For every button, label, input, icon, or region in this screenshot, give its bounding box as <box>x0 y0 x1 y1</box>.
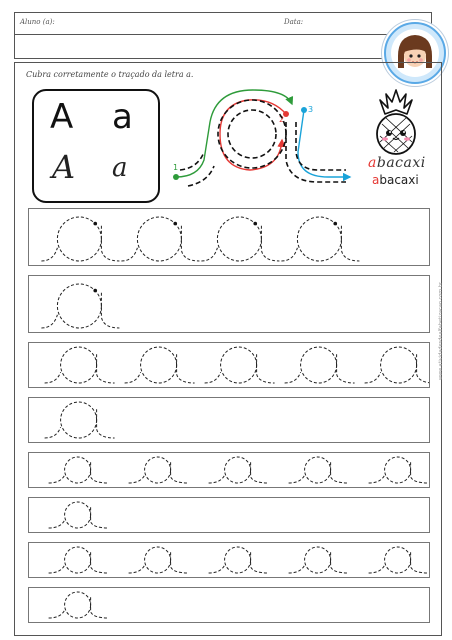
tracing-letter-a <box>49 547 109 573</box>
tracing-letter-a <box>201 217 279 261</box>
word-print <box>372 173 419 187</box>
start-dot <box>93 289 97 293</box>
cursive-uppercase-letter: A <box>52 148 76 186</box>
word-print-rest: bacaxi <box>379 173 419 187</box>
tracing-letter-a <box>41 284 119 328</box>
print-lowercase-letter: a <box>112 97 133 137</box>
practice-row-3 <box>28 342 430 388</box>
tracing-letters <box>29 209 429 267</box>
tracing-letter-a <box>121 217 199 261</box>
tracing-letter-a <box>289 457 349 483</box>
step-2-label: 2 <box>279 115 285 124</box>
tracing-letter-a <box>281 217 359 261</box>
tracing-letter-a <box>205 347 275 383</box>
stroke-order-demo <box>168 82 358 194</box>
header-box <box>14 12 432 59</box>
print-uppercase-letter: A <box>50 97 74 137</box>
step-1-stroke <box>176 90 292 177</box>
step-1-start-dot <box>173 174 179 180</box>
step-3-label: 3 <box>308 105 314 114</box>
tracing-letter-a <box>289 547 349 573</box>
tracing-letters <box>29 588 429 624</box>
practice-row-7 <box>28 542 430 578</box>
student-name-label: Aluno (a): <box>20 18 55 26</box>
word-cursive <box>368 155 426 171</box>
tracing-letter-a <box>369 547 429 573</box>
start-dot <box>333 222 337 226</box>
practice-row-8 <box>28 587 430 623</box>
date-label: Data: <box>284 18 304 26</box>
practice-row-2 <box>28 275 430 333</box>
word-cursive-first-letter: a <box>368 155 377 171</box>
tracing-letters <box>29 343 429 389</box>
tracing-letter-a <box>45 402 115 438</box>
header-divider <box>14 34 430 35</box>
instruction-text: Cubra corretamente o traçado da letra a. <box>26 70 194 79</box>
tracing-letters <box>29 543 429 579</box>
tracing-letter-a <box>41 217 119 261</box>
start-dot <box>93 222 97 226</box>
tracing-letter-a <box>209 457 269 483</box>
practice-row-4 <box>28 397 430 443</box>
letter-inner-guide <box>228 110 276 158</box>
tracing-letter-a <box>45 347 115 383</box>
practice-row-5 <box>28 452 430 488</box>
start-dot <box>173 222 177 226</box>
practice-row-6 <box>28 497 430 533</box>
tracing-letters <box>29 498 429 534</box>
cursive-lowercase-letter: a <box>112 153 128 183</box>
tracing-letter-a <box>125 347 195 383</box>
tracing-letter-a <box>49 502 109 528</box>
tracing-letters <box>29 398 429 444</box>
pineapple-icon <box>368 86 424 156</box>
tracing-letter-a <box>369 457 429 483</box>
tracing-letter-a <box>129 457 189 483</box>
tracing-letter-a <box>285 347 355 383</box>
tracing-letter-a <box>129 547 189 573</box>
word-cursive-rest: bacaxi <box>376 155 426 171</box>
tracing-letter-a <box>365 347 429 383</box>
tracing-letter-a <box>49 457 109 483</box>
tracing-letter-a <box>209 547 269 573</box>
tracing-letters <box>29 276 429 334</box>
step-3-start-dot <box>301 107 307 113</box>
step-1-label: 1 <box>173 163 179 172</box>
word-print-first-letter: a <box>372 173 380 187</box>
side-credit: www.atividadesdealfabetizacao.com.br <box>438 282 444 380</box>
start-dot <box>253 222 257 226</box>
tracing-letters <box>29 453 429 489</box>
practice-row-1 <box>28 208 430 266</box>
tracing-letter-a <box>49 592 109 618</box>
